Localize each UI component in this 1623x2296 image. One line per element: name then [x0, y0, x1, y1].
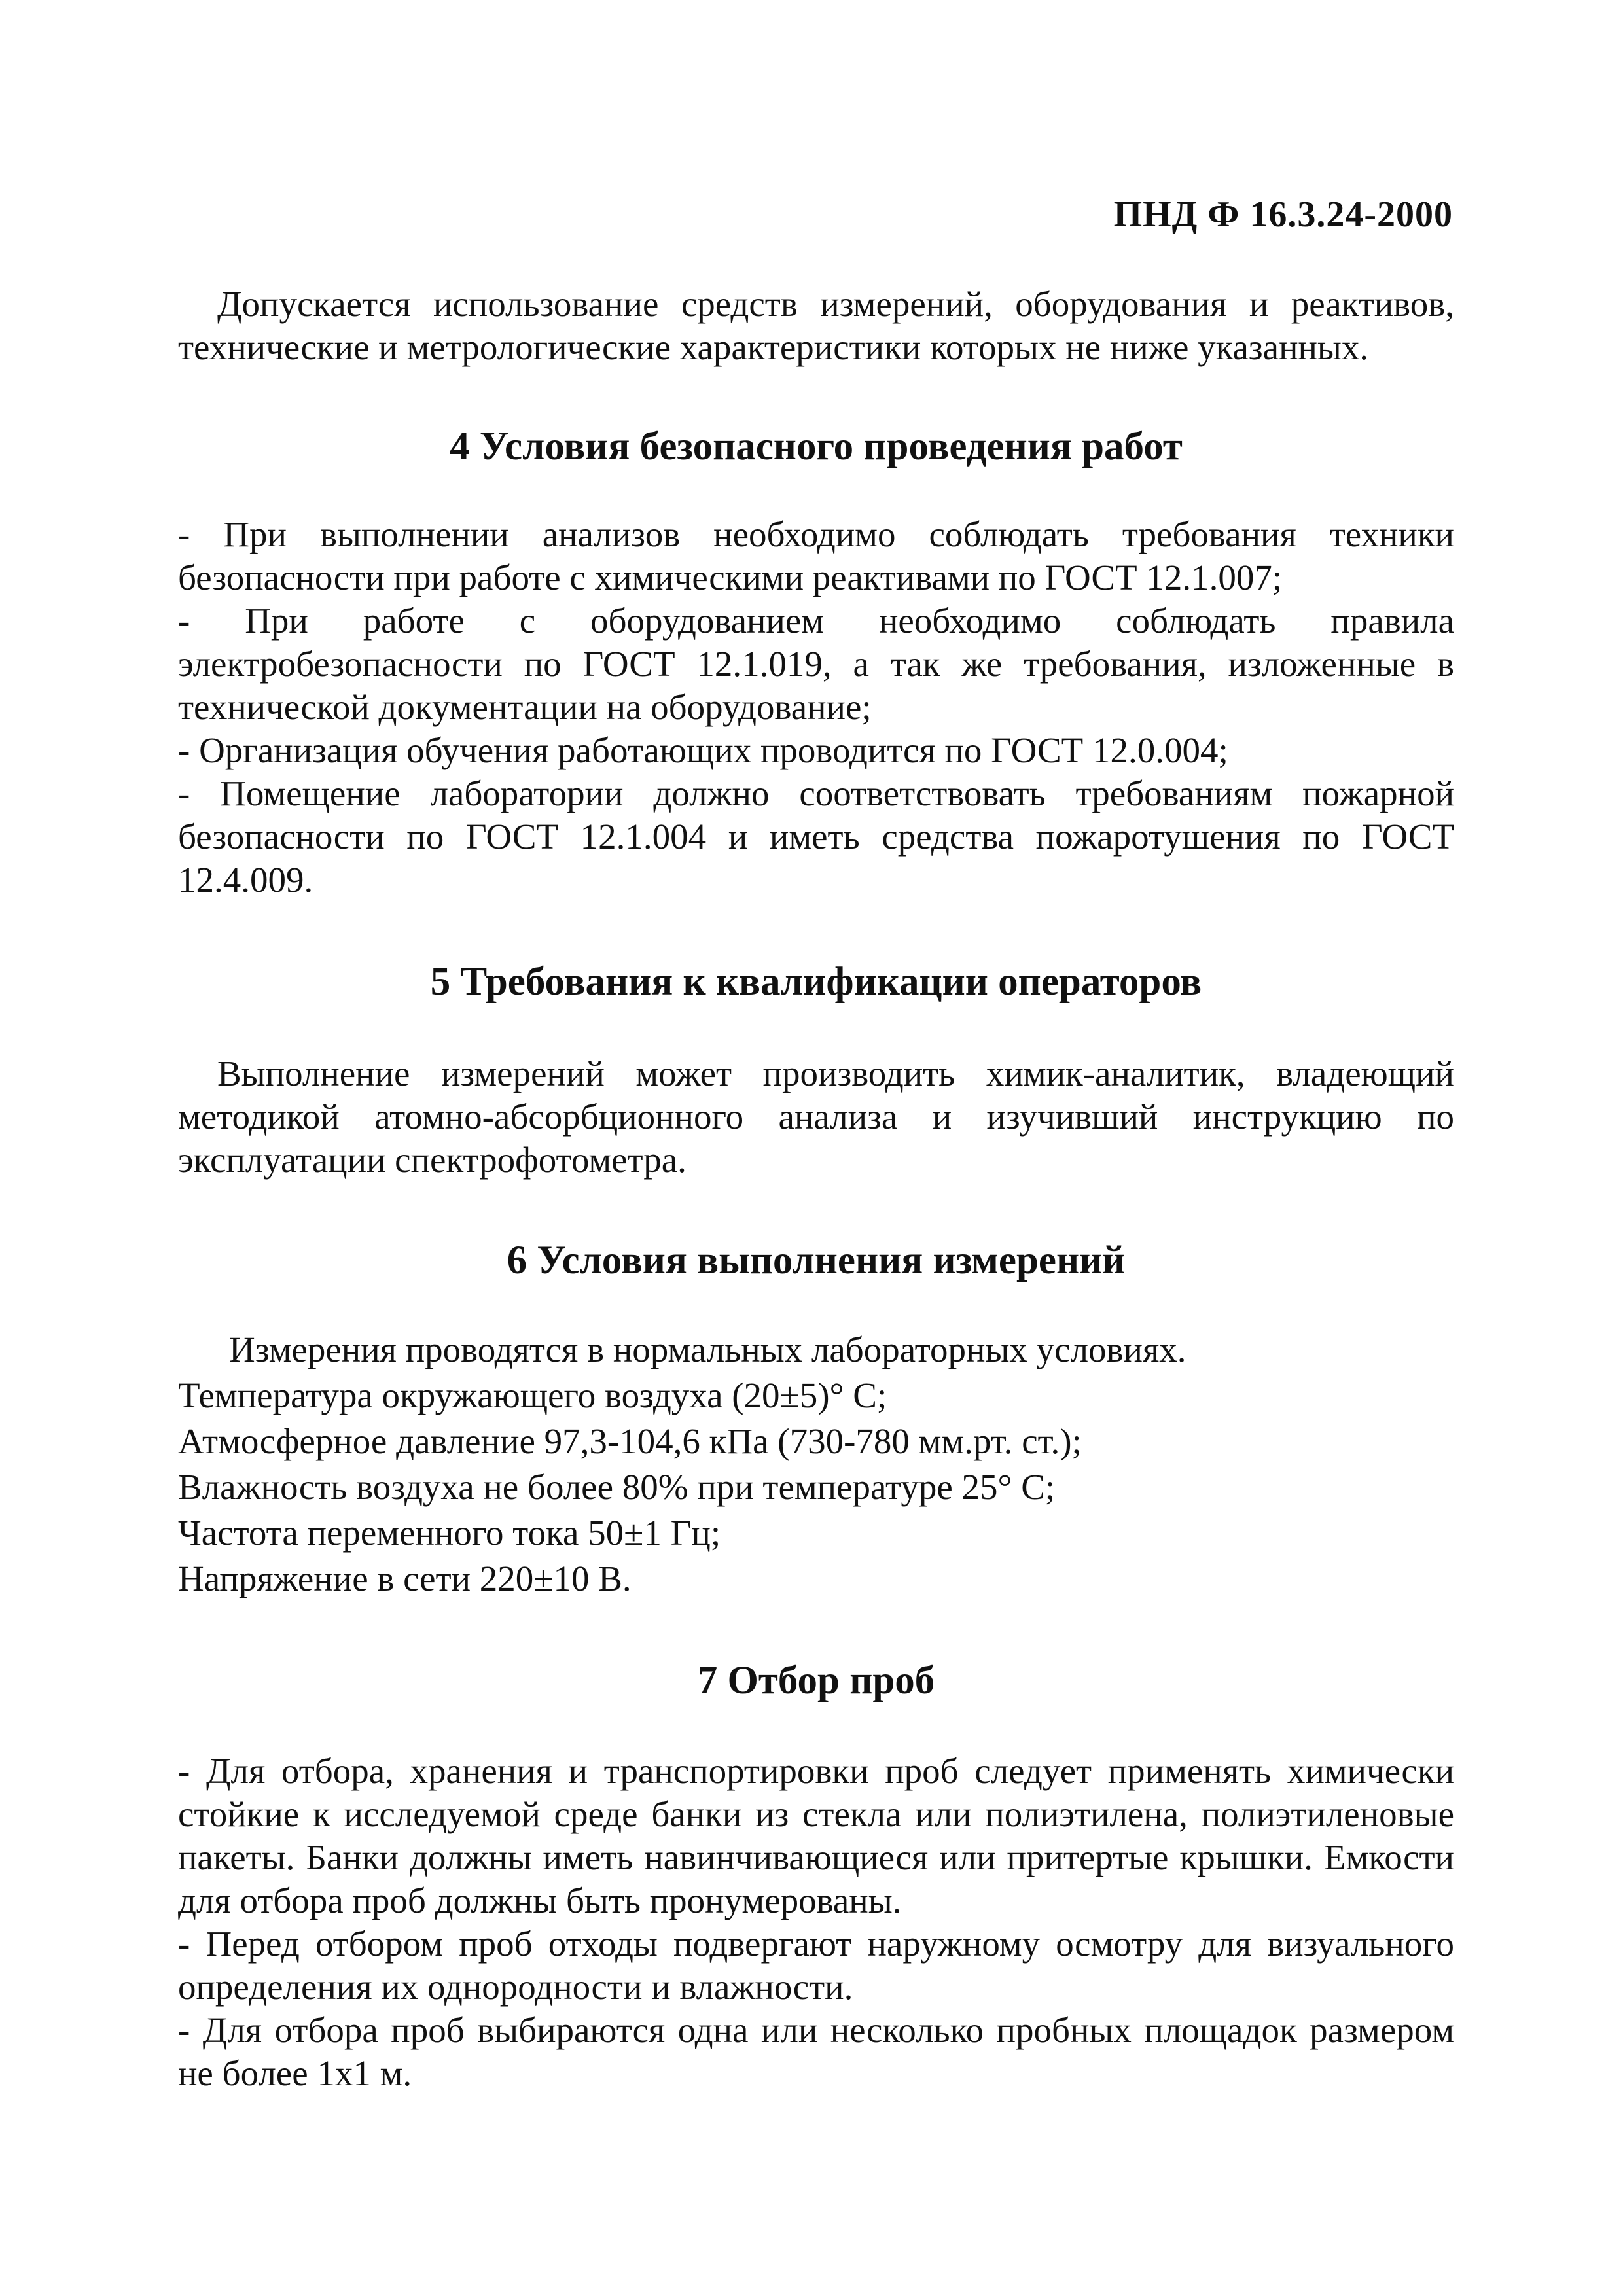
- section-6-heading: 6 Условия выполнения измерений: [507, 1239, 1126, 1282]
- section-7-heading: 7 Отбор проб: [697, 1659, 935, 1703]
- section-5-paragraph: Выполнение измерений может производить химик-аналитик, владеющий методикой атомно-абсорбционного анализа и изучивший инструкцию по эксплуатации спектрофотометра.: [178, 1053, 1454, 1180]
- document-code: ПНД Ф 16.3.24-2000: [1113, 194, 1453, 235]
- section-4-heading: 4 Условия безопасного проведения работ: [450, 425, 1183, 468]
- section-7-item: - Перед отбором проб отходы подвергают наружному осмотру для визуального определения их однородности и влажности.: [178, 1924, 1454, 2007]
- conditions-intro-line: Измерения проводятся в нормальных лабораторных условиях.: [229, 1330, 1186, 1369]
- condition-voltage: Напряжение в сети 220±10 В.: [178, 1559, 632, 1598]
- condition-humidity: Влажность воздуха не более 80% при температуре 25° С;: [178, 1467, 1056, 1507]
- section-6-conditions: [178, 1327, 1454, 1602]
- section-4-item: - Организация обучения работающих проводится по ГОСТ 12.0.004;: [178, 730, 1228, 770]
- section-7-list: [178, 1750, 1454, 2095]
- section-5-heading: 5 Требования к квалификации операторов: [430, 960, 1202, 1004]
- section-4-item: - При выполнении анализов необходимо соблюдать требования техники безопасности при работе с химическими реактивами по ГОСТ 12.1.007;: [178, 514, 1454, 597]
- section-4-list: [178, 513, 1454, 902]
- section-7-item: - Для отбора, хранения и транспортировки проб следует применять химически стойкие к исследуемой среде банки из стекла или полиэтилена, полиэтиленовые пакеты. Банки должны иметь навинчивающиеся или притертые крышки. Емкости для отбора проб должны быть пронумерованы.: [178, 1751, 1454, 1920]
- condition-pressure: Атмосферное давление 97,3-104,6 кПа (730-780 мм.рт. ст.);: [178, 1421, 1082, 1461]
- condition-frequency: Частота переменного тока 50±1 Гц;: [178, 1513, 721, 1553]
- section-7-item: - Для отбора проб выбираются одна или несколько пробных площадок размером не более 1х1 м.: [178, 2010, 1454, 2093]
- section-4-item: - Помещение лаборатории должно соответствовать требованиям пожарной безопасности по ГОСТ 12.1.004 и иметь средства пожаротушения по ГОСТ 12.4.009.: [178, 773, 1454, 900]
- intro-paragraph: Допускается использование средств измерений, оборудования и реактивов, технические и метрологические характеристики которых не ниже указанных.: [178, 284, 1454, 367]
- document-body: [178, 283, 1454, 2095]
- condition-temperature: Температура окружающего воздуха (20±5)° С;: [178, 1375, 887, 1415]
- section-4-item: - При работе с оборудованием необходимо соблюдать правила электробезопасности по ГОСТ 12.1.019, а так же требования, изложенные в технической документации на оборудование;: [178, 601, 1454, 727]
